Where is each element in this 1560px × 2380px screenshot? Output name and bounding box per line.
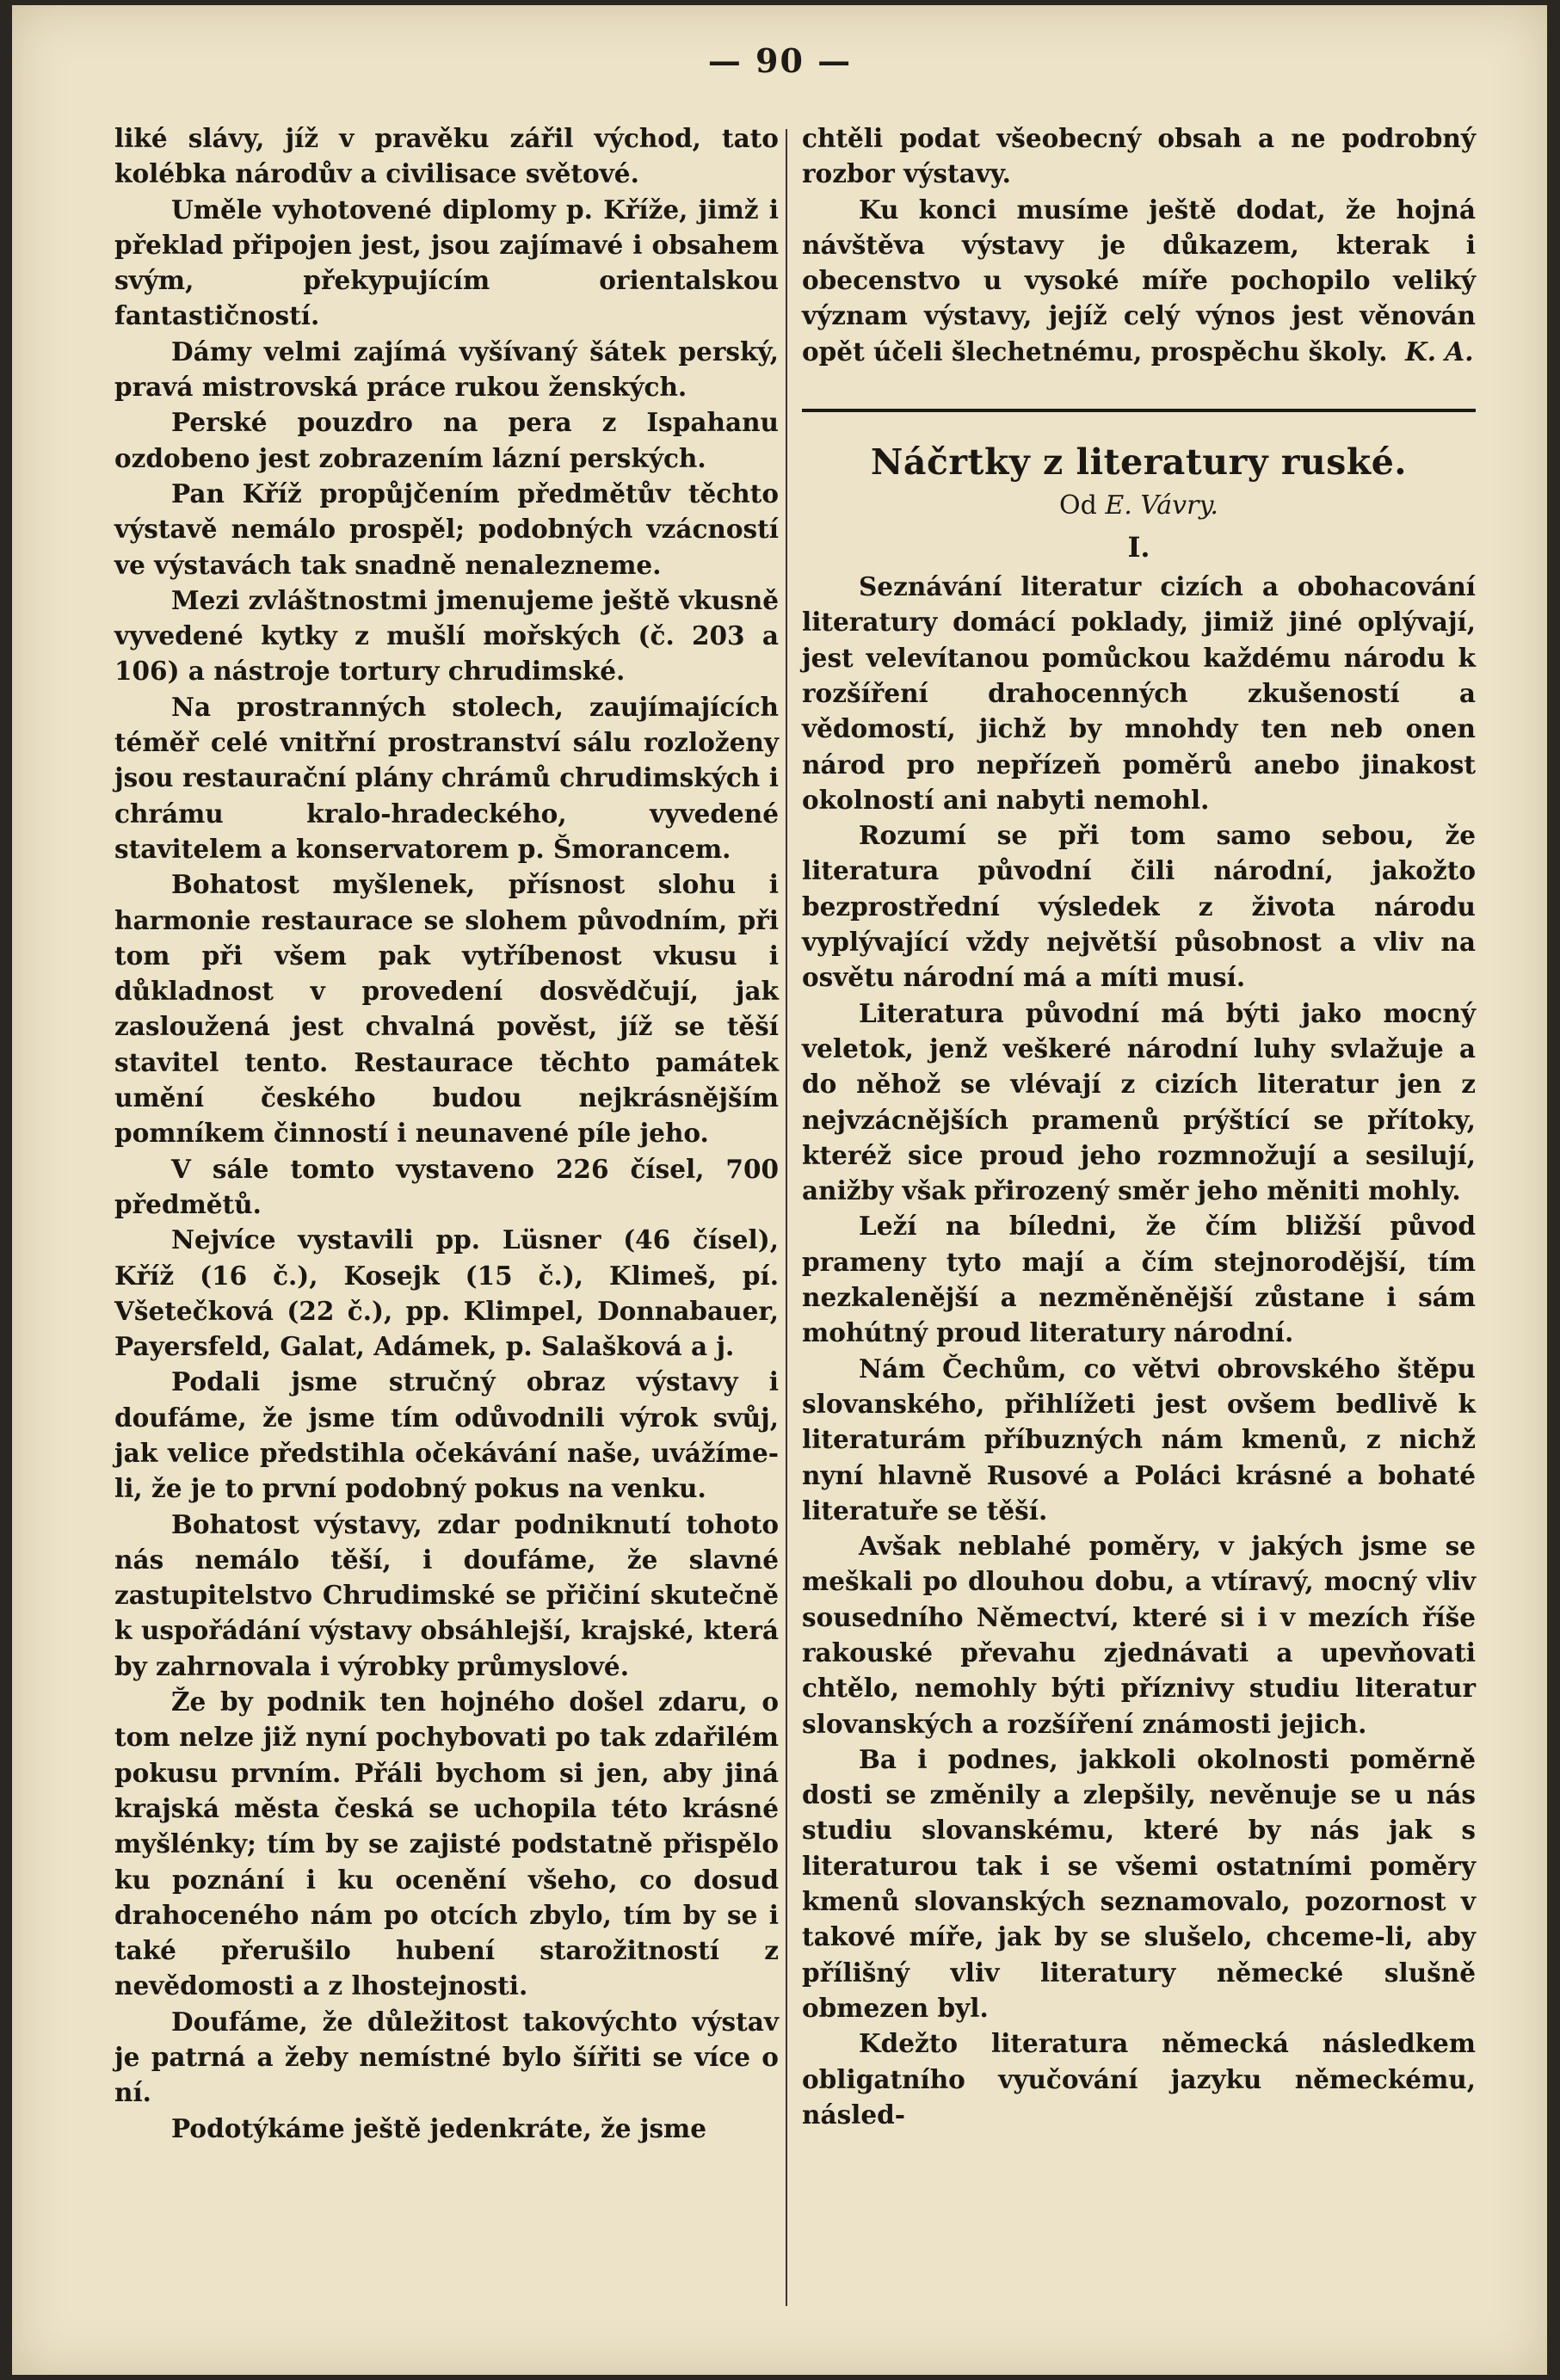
page-number: — 90 —: [707, 41, 853, 80]
right-column: [802, 120, 1476, 2132]
closing-text: Ku konci musíme ještě dodat, že hojná návštěva výstavy je důkazem, kterak i obecenstvo u vysoké míře pochopilo veliký význam výstavy, jejíž celý výnos jest věnován opět účeli šlechetnému, prospěchu školy.: [802, 194, 1476, 367]
paragraph: Pan Kříž propůjčením předmětův těchto výstavě nemálo prospěl; podobných vzácností ve výstavách tak snadně nenalezneme.: [114, 478, 779, 580]
paragraph: Že by podnik ten hojného došel zdaru, o tom nelze již nyní pochybovati po tak zdařilém pokusu prvním. Přáli bychom si jen, aby jiná krajská města česká se uchopila této krásné myšlénky; tím by se zajisté podstatně přispělo ku poznání i ku ocenění všeho, co dosud drahoceného nám po otcích zbylo, tím by se i také přerušilo hubení starožitností z nevědomosti a z lhostejnosti.: [114, 1686, 779, 2001]
paragraph: chtěli podat všeobecný obsah a ne podrobný rozbor výstavy.: [802, 123, 1476, 189]
paragraph: Bohatost myšlenek, přísnost slohu i harmonie restaurace se slohem původním, při tom při všem pak vytříbenost vkusu i důkladnost v provedení dosvědčují, jak zasloužená jest chvalná pověst, jíž se těší stavitel tento. Restaurace těchto památek umění českého budou nejkrásnějším pomníkem činností i neunavené píle jeho.: [114, 869, 779, 1149]
paragraph: Bohatost výstavy, zdar podniknutí tohoto nás nemálo těší, i doufáme, že slavné zastupitelstvo Chrudimské se přičiní skutečně k uspořádání výstavy obsáhlejší, krajské, která by zahrnovala i výrobky průmyslové.: [114, 1508, 779, 1681]
paragraph: Podali jsme stručný obraz výstavy i doufáme, že jsme tím odůvodnili výrok svůj, jak velice předstihla očekávání naše, uvážíme-li, že je to první podobný pokus na venku.: [114, 1366, 779, 1504]
paragraph: Avšak neblahé poměry, v jakých jsme se meškali po dlouhou dobu, a vtíravý, mocný vliv sousedního Němectví, které si i v mezích říše rakouské převahu zjednávati a upevňovati chtělo, nemohly býti příznivy studiu literatur slovanských a rozšíření známosti jejich.: [802, 1531, 1476, 1739]
paragraph: Nám Čechům, co větvi obrovského štěpu slovanského, přihlížeti jest ovšem bedlivě k literaturám příbuzných nám kmenů, z nichž nyní hlavně Rusové a Poláci krásné a bohaté literatuře se těší.: [802, 1353, 1476, 1526]
column-divider: [786, 129, 787, 2306]
paragraph: Perské pouzdro na pera z Ispahanu ozdobeno jest zobrazením lázní perských.: [114, 407, 779, 473]
paragraph: Seznávání literatur cizích a obohacování literatury domácí poklady, jimiž jiné oplývají, jest velevítanou pomůckou každému národu k rozšíření drahocenných zkušeností a vědomostí, jichž by mnohdy ten neb onen národ pro nepřízeň poměrů anebo jinakost okolností ani nabyti nemohl.: [802, 571, 1476, 815]
section-number: I.: [1127, 531, 1150, 564]
paragraph: Mezi zvláštnostmi jmenujeme ještě vkusně vyvedené kytky z mušlí mořských (č. 203 a 106) a nástroje tortury chrudimské.: [114, 584, 779, 687]
article-title: Náčrtky z literatury ruské.: [870, 441, 1408, 484]
paragraph: Ba i podnes, jakkoli okolnosti poměrně dosti se změnily a zlepšily, nevěnuje se u nás studiu slovanskému, které by nás jak s literaturou tak i se všemi ostatními poměry kmenů slovanských seznamovalo, pozornost v takové míře, jak by se slušelo, chceme-li, aby přílišný vliv literatury německé slušně obmezen byl.: [802, 1743, 1476, 2023]
paragraph: liké slávy, jíž v pravěku zářil východ, tato kolébka národův a civilisace světové.: [114, 123, 779, 189]
paragraph: Dámy velmi zajímá vyšívaný šátek perský, pravá mistrovská práce rukou ženských.: [114, 336, 779, 403]
signature: K. A.: [1405, 336, 1474, 367]
paragraph: Na prostranných stolech, zaujímajících téměř celé vnitřní prostranství sálu rozloženy jsou restaurační plány chrámů chrudimských i chrámu kralo-hradeckého, vyvedené stavitelem a konservatorem p. Šmorancem.: [114, 691, 779, 864]
paragraph: Uměle vyhotovené diplomy p. Kříže, jimž i překlad připojen jest, jsou zajímavé i obsahem svým, překypujícím orientalskou fantastičností.: [114, 194, 779, 331]
paragraph: Podotýkáme ještě jedenkráte, že jsme: [171, 2112, 707, 2143]
closing-paragraph: [802, 192, 1476, 369]
section-rule: [802, 409, 1476, 412]
paragraph: Rozumí se při tom samo sebou, že literatura původní čili národní, jakožto bezprostřední výsledek z života národu vyplývající vždy největší působnost a vliv na osvětu národní má a míti musí.: [802, 820, 1476, 993]
paragraph: Nejvíce vystavili pp. Lüsner (46 čísel), Kříž (16 č.), Kosejk (15 č.), Klimeš, pí. Všetečková (22 č.), pp. Klimpel, Donnabauer, Payersfeld, Galat, Adámek, p. Salašková a j.: [114, 1224, 779, 1362]
paragraph: Leží na bíledni, že čím bližší původ prameny tyto mají a čím stejnorodější, tím nezkalenější a nezměněnější zůstane i sám mohútný proud literatury národní.: [802, 1211, 1476, 1348]
byline: [802, 486, 1476, 526]
paragraph: Kdežto literatura německá následkem obligatního vyučování jazyku německému, násled-: [802, 2028, 1476, 2130]
paragraph: Doufáme, že důležitost takovýchto výstav je patrná a žeby nemístné bylo šířiti se více o ní.: [114, 2006, 779, 2108]
byline-prefix: Od: [1059, 490, 1097, 521]
byline-author: E. Vávry.: [1105, 490, 1218, 521]
left-column: [114, 120, 779, 2146]
paragraph: V sále tomto vystaveno 226 čísel, 700 předmětů.: [114, 1153, 779, 1219]
paragraph: Literatura původní má býti jako mocný veletok, jenž veškeré národní luhy svlažuje a do něhož se vlévají z cizích literatur jen z nejvzácnějších pramenů prýštící se přítoky, kteréž sice proud jeho rozmnožují a sesilují, anižby však přirozený směr jeho měniti mohly.: [802, 997, 1476, 1206]
